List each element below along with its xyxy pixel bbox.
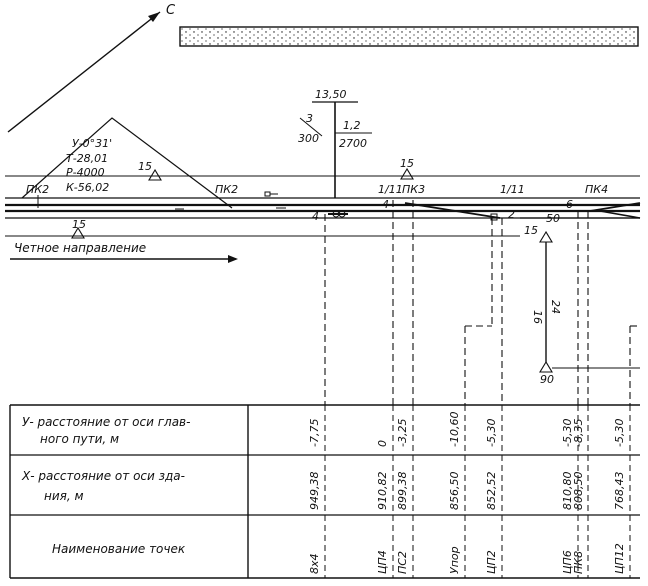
curve-tangent: Т-28,01	[66, 152, 109, 165]
dimension-value: 90	[540, 373, 554, 386]
triangle-mark: 15	[400, 157, 414, 170]
dimension-value: 50	[546, 212, 560, 225]
coordinates-table	[10, 405, 640, 578]
picket-label: ПК4	[585, 183, 609, 196]
table-cell-y: -5,30	[613, 418, 626, 447]
table-cell-y: -5,30	[561, 418, 574, 447]
gradient-mark	[298, 88, 372, 198]
row-label-y: ного пути, м	[40, 432, 120, 446]
signal-height: 13,50	[315, 88, 347, 101]
point-number: 4	[382, 198, 389, 211]
table-cell-y: 0	[376, 440, 389, 447]
point-number: 4	[312, 210, 319, 223]
triangle-mark: 15	[524, 224, 538, 237]
table-cell-y: -10,60	[448, 411, 461, 447]
signal-left-num: 3	[306, 112, 313, 125]
picket-label: ПК3	[402, 183, 426, 196]
signal-right-den: 2700	[339, 137, 367, 150]
table-cell-y: -8,35	[572, 418, 585, 447]
table-cell-y: -5,30	[485, 418, 498, 447]
table-cell-y: -7,75	[308, 418, 321, 447]
table-cell-x: 910,82	[376, 471, 389, 510]
curve-radius: Р-4000	[66, 166, 105, 179]
switch-mark: 1/11	[378, 183, 403, 196]
direction-label: Четное направление	[14, 241, 147, 255]
table-cell-y: -3,25	[396, 418, 409, 447]
table-cell-name: ПК8	[572, 550, 585, 574]
platform-strip	[180, 27, 638, 46]
north-label: С	[166, 3, 176, 18]
table-cell-name: 8х4	[308, 553, 321, 574]
signal-left-den: 300	[298, 132, 319, 145]
row-label-name: Наименование точек	[52, 542, 186, 556]
table-cell-x: 768,43	[613, 471, 626, 510]
signal-right-num: 1,2	[343, 119, 361, 132]
point-number: 2	[508, 208, 515, 221]
table-cell-x: 949,38	[308, 471, 321, 510]
dimension-value: 24	[549, 300, 562, 314]
row-label-x: Х- расстояние от оси зда-	[22, 469, 185, 483]
curve-triangle	[22, 118, 232, 208]
north-arrow	[8, 3, 176, 132]
table-cell-name: Упор	[448, 546, 461, 574]
table-cell-name: ПС2	[396, 551, 409, 574]
table-cell-x: 810,80	[561, 471, 574, 510]
survey-triangles	[72, 157, 552, 372]
triangle-mark: 15	[138, 160, 152, 173]
switch-mark: 1/11	[500, 183, 525, 196]
switch-marks	[378, 183, 525, 196]
table-cell-name: ЦП2	[485, 550, 498, 574]
dimension-value: 16	[531, 310, 544, 324]
curve-length: К-56,02	[66, 181, 110, 194]
picket-label: ПК2	[26, 183, 50, 196]
table-cell-name: ЦП4	[376, 550, 389, 574]
table-cell-x: 808,50	[572, 471, 585, 510]
point-number: 6	[566, 198, 573, 211]
row-label-x: ния, м	[44, 489, 84, 503]
table-cell-x: 856,50	[448, 471, 461, 510]
projection-lines	[325, 200, 640, 405]
table-cell-name: ЦП6	[561, 550, 574, 574]
triangle-mark: 15	[72, 218, 86, 231]
curve-angle: У-0°31'	[72, 137, 113, 150]
row-label-y: У- расстояние от оси глав-	[22, 415, 191, 429]
picket-label: ПК2	[215, 183, 239, 196]
table-cell-name: ЦП12	[613, 543, 626, 574]
direction-arrow	[10, 241, 238, 263]
table-cell-x: 899,38	[396, 471, 409, 510]
table-cell-x: 852,52	[485, 471, 498, 510]
